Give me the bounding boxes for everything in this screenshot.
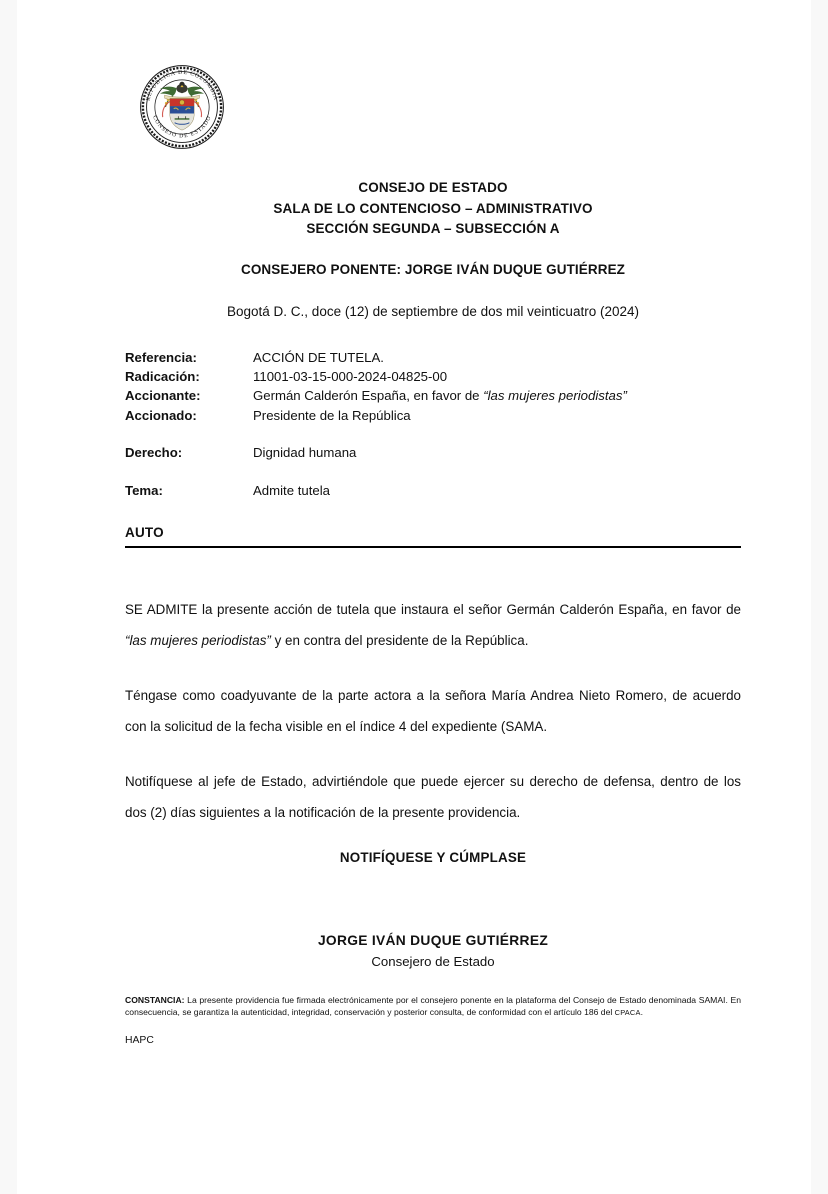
reference-row-accionado [125, 406, 741, 425]
reference-row-referencia [125, 348, 741, 367]
reference-row-tema [125, 481, 741, 500]
reference-value-accionante [253, 386, 741, 405]
paragraph-1-quoted-group: “las mujeres periodistas” [125, 632, 271, 648]
header-line-1: CONSEJO DE ESTADO [358, 180, 508, 195]
paragraph-1-pre: SE ADMITE la presente acción de tutela que instaura el señor Germán Calderón España, en favor de [125, 601, 741, 617]
body-paragraph-3: Notifíquese al jefe de Estado, advirtiéndole que puede ejercer su derecho de defensa, dentro de los dos (2) días siguientes a la notificación de la presente providencia. [125, 773, 741, 820]
constancia-law-reference: CPACA [614, 1007, 641, 1017]
signature-block [125, 931, 741, 971]
constancia-label: CONSTANCIA: [125, 994, 185, 1005]
reference-label-radicacion: Radicación: [125, 368, 200, 384]
paragraph-1-post: y en contra del presidente de la República. [270, 632, 529, 648]
constancia-text: La presente providencia fue firmada electrónicamente por el consejero ponente en la plataforma del Consejo de Estado denominada SAMAI. En consecuencia, se garantiza la autenticidad, integridad, conservación y posterior consulta, de conformidad con el artículo 186 del [125, 994, 741, 1017]
reference-label-derecho: Derecho: [125, 445, 183, 461]
auto-divider [125, 546, 741, 548]
reference-spacer-1 [125, 425, 741, 443]
consejero-ponente: CONSEJERO PONENTE: JORGE IVÁN DUQUE GUTIÉRREZ [240, 261, 626, 277]
header-line-2: SALA DE LO CONTENCIOSO – ADMINISTRATIVO [273, 200, 593, 216]
document-header [125, 178, 741, 240]
auto-heading: AUTO [125, 524, 164, 540]
signer-role: Consejero de Estado [371, 953, 495, 969]
reference-value-derecho: Dignidad humana [253, 445, 357, 461]
body-paragraph-1 [125, 594, 741, 656]
svg-text:CONSEJO DE ESTADO: CONSEJO DE ESTADO [151, 114, 213, 140]
reference-row-derecho [125, 443, 741, 462]
reference-block [125, 348, 741, 500]
header-line-3: SECCIÓN SEGUNDA – SUBSECCIÓN A [306, 221, 560, 236]
reference-row-accionante [125, 386, 741, 405]
reference-value-radicacion: 11001-03-15-000-2024-04825-00 [253, 368, 448, 384]
accionante-quoted-group: “las mujeres periodistas” [483, 388, 627, 404]
body-paragraph-2: Téngase como coadyuvante de la parte actora a la señora María Andrea Nieto Romero, de acuerdo con la solicitud de la fecha visible en el índice 4 del expediente (SAMA. [125, 687, 741, 734]
reference-value-accionado: Presidente de la República [253, 407, 411, 423]
closing-formula: NOTIFÍQUESE Y CÚMPLASE [339, 849, 527, 865]
constancia-text-end: . [640, 1006, 643, 1017]
reference-row-radicacion [125, 367, 741, 386]
clerk-initials: HAPC [125, 1035, 154, 1047]
signer-name: JORGE IVÁN DUQUE GUTIÉRREZ [317, 932, 549, 948]
reference-label-tema: Tema: [125, 482, 163, 498]
reference-value-tema: Admite tutela [253, 482, 330, 498]
document-date: Bogotá D. C., doce (12) de septiembre de dos mil veinticuatro (2024) [227, 303, 639, 319]
document-body [125, 594, 741, 828]
document-sheet [17, 0, 811, 1194]
reference-label-accionado: Accionado: [125, 407, 197, 423]
reference-label-referencia: Referencia: [125, 349, 197, 365]
constancia-footnote [125, 995, 741, 1018]
reference-spacer-2 [125, 463, 741, 481]
reference-value-referencia: ACCIÓN DE TUTELA. [253, 349, 384, 365]
reference-label-accionante: Accionante: [125, 388, 201, 404]
svg-text:REPÚBLICA DE COLOMBIA: REPÚBLICA DE COLOMBIA [145, 69, 219, 102]
document-content [125, 0, 741, 1048]
accionante-name: Germán Calderón España, en favor de [253, 388, 484, 404]
